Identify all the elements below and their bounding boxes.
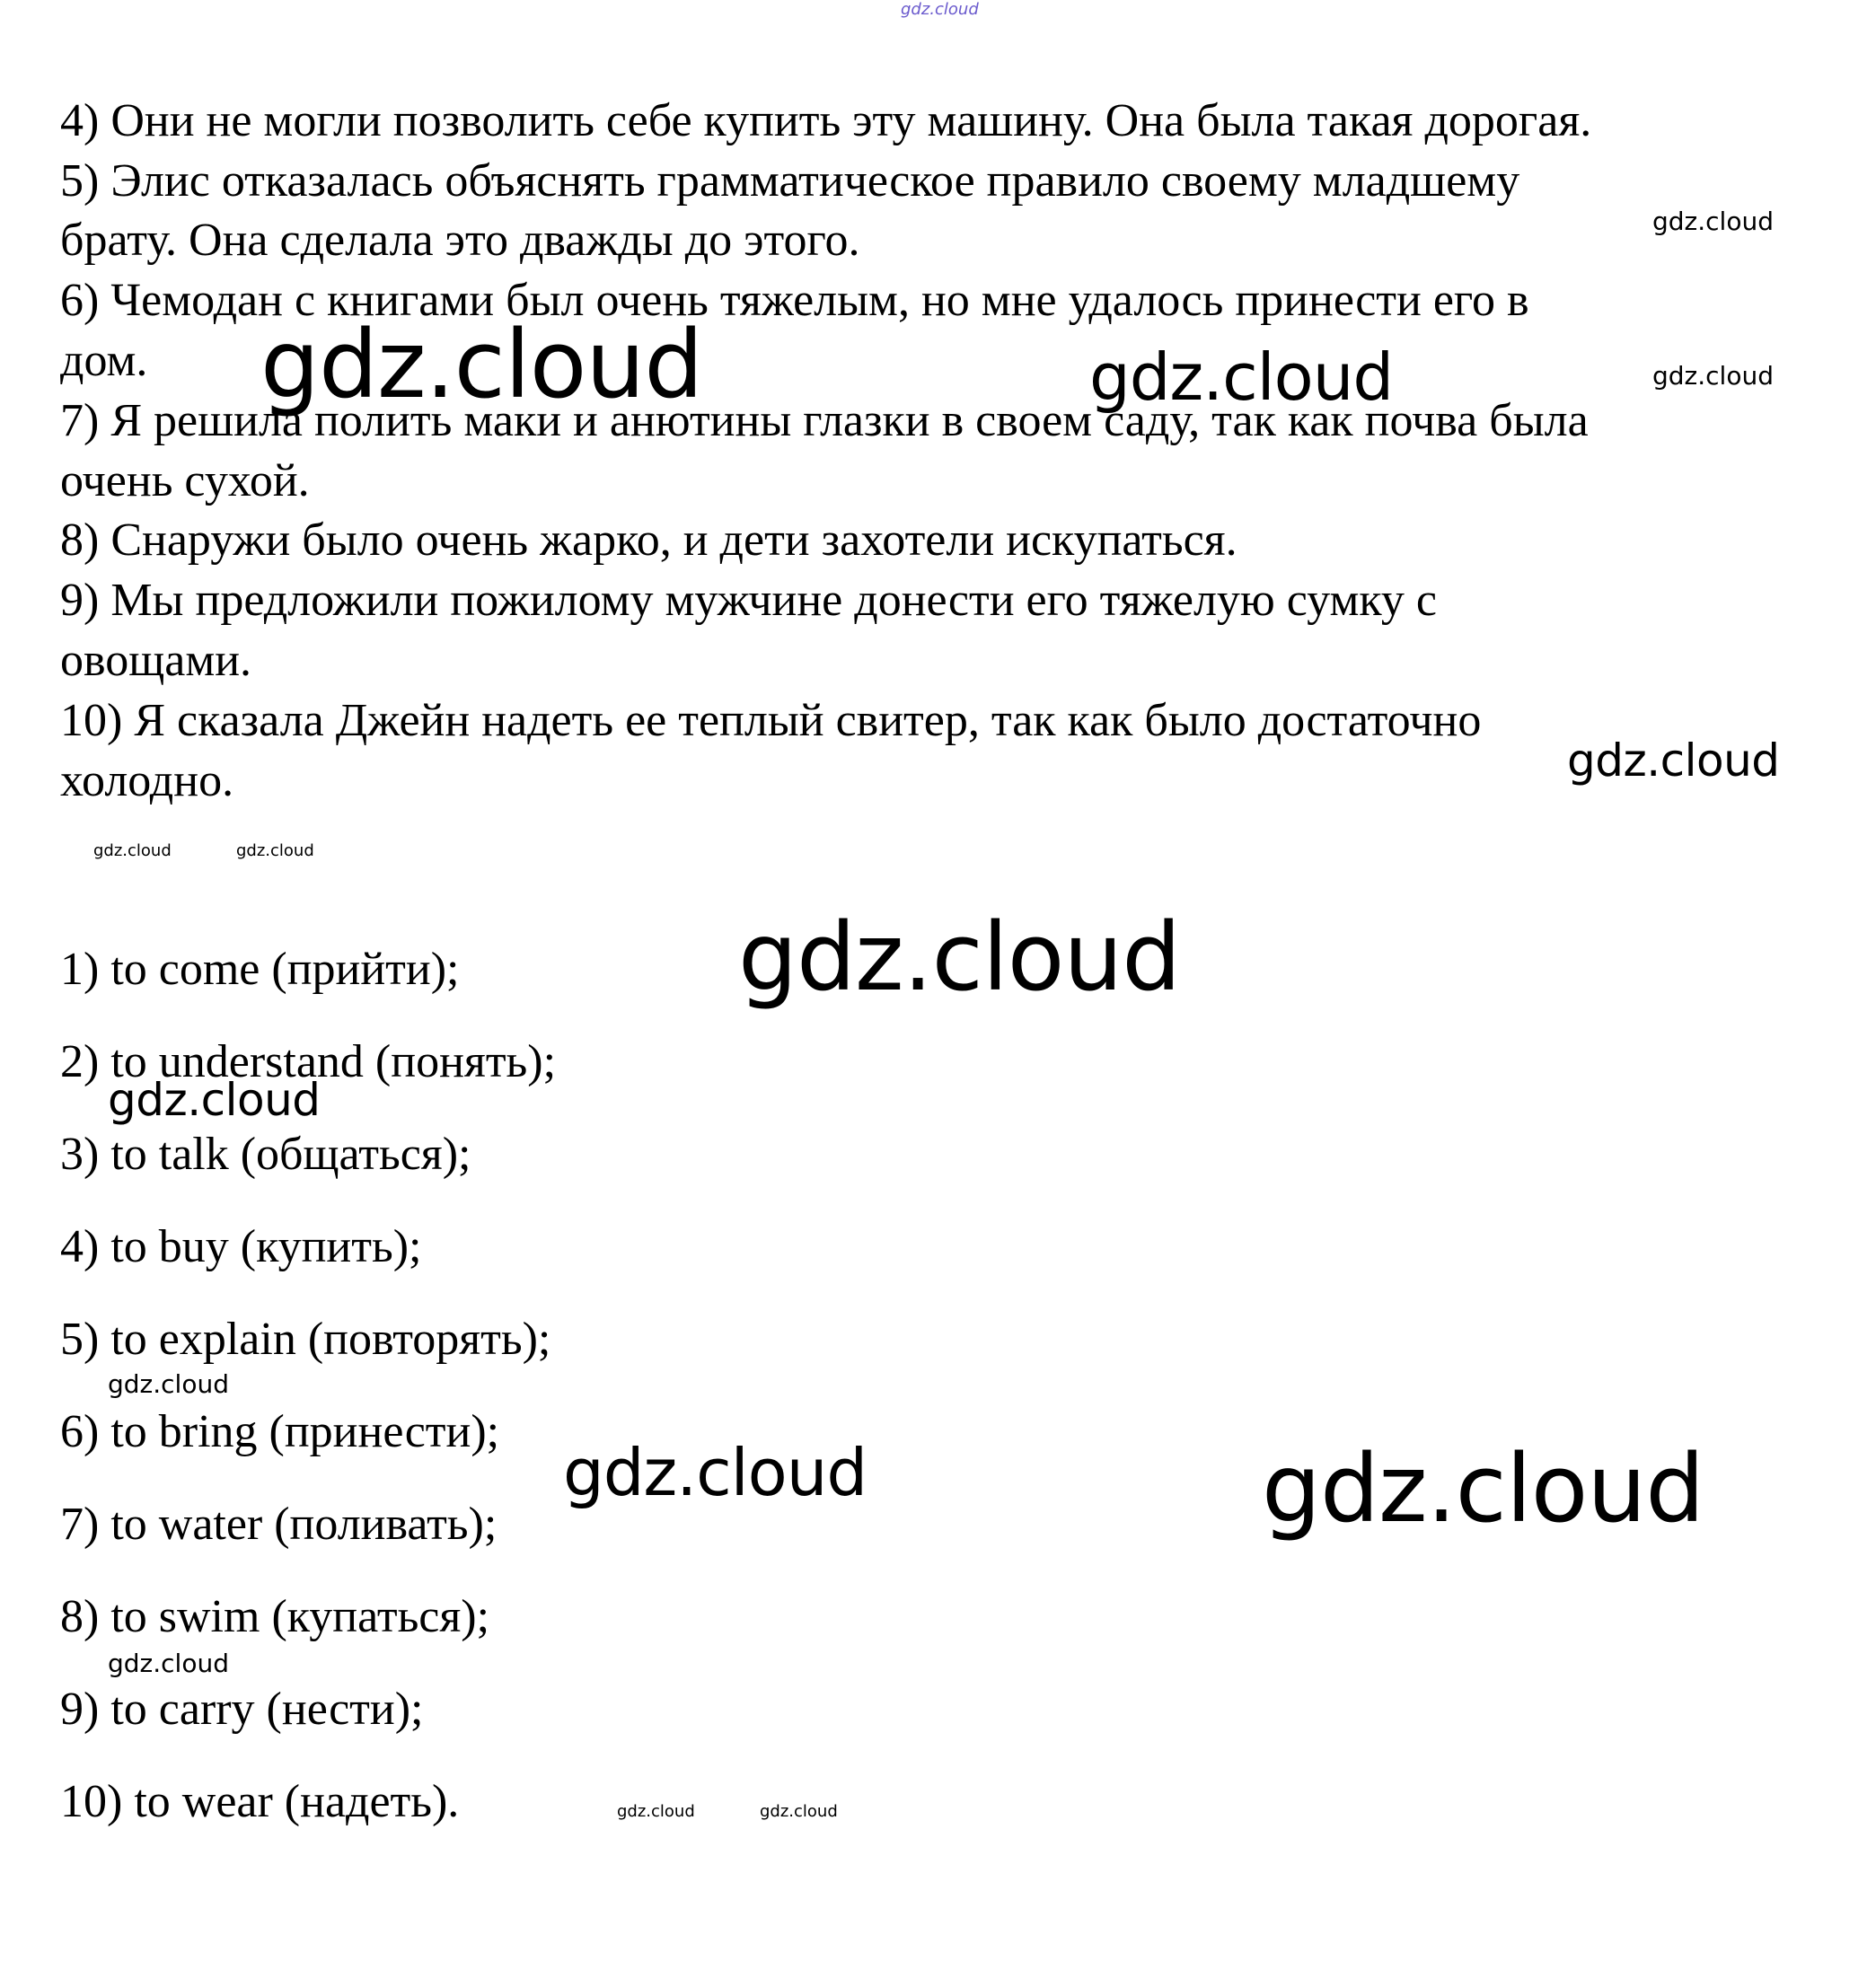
translation-line: 9) Мы предложили пожилому мужчине донести его тяжелую сумку с	[60, 575, 1437, 626]
verb-item: 3) to talk (общаться);	[60, 1129, 471, 1180]
watermark: gdz.cloud	[563, 1435, 868, 1510]
verb-item: 5) to explain (повторять);	[60, 1314, 551, 1365]
watermark: gdz.cloud	[1089, 339, 1394, 415]
watermark: gdz.cloud	[738, 902, 1181, 1012]
watermark: gdz.cloud	[236, 841, 314, 860]
verb-item: 1) to come (прийти);	[60, 944, 460, 995]
watermark: gdz.cloud	[108, 1649, 229, 1678]
watermark: gdz.cloud	[260, 310, 703, 419]
translation-line: 7) Я решила полить маки и анютины глазки в своем саду, так как почва была	[60, 395, 1589, 446]
watermark: gdz.cloud	[1652, 207, 1774, 236]
watermark: gdz.cloud	[1262, 1434, 1704, 1543]
watermark: gdz.cloud	[617, 1802, 695, 1821]
verb-item: 6) to bring (принести);	[60, 1406, 500, 1457]
verb-item: 10) to wear (надеть).	[60, 1776, 460, 1827]
verb-item: 7) to water (поливать);	[60, 1499, 498, 1550]
verb-item: 2) to understand (понять);	[60, 1036, 557, 1087]
translation-line: 6) Чемодан с книгами был очень тяжелым, но мне удалось принести его в	[60, 275, 1529, 326]
watermark: gdz.cloud	[108, 1369, 229, 1399]
translation-line: холодно.	[60, 755, 234, 806]
translation-line: дом.	[60, 335, 148, 386]
verb-item: 4) to buy (купить);	[60, 1221, 422, 1272]
watermark-top: gdz.cloud	[901, 0, 979, 19]
watermark: gdz.cloud	[1652, 361, 1774, 391]
translation-line: 4) Они не могли позволить себе купить эту машину. Она была такая дорогая.	[60, 95, 1592, 146]
translation-line: 5) Элис отказалась объяснять грамматическое правило своему младшему	[60, 155, 1520, 207]
translation-line: брату. Она сделала это дважды до этого.	[60, 215, 860, 266]
watermark: gdz.cloud	[760, 1802, 838, 1821]
translation-line: овощами.	[60, 635, 252, 686]
verb-item: 8) to swim (купаться);	[60, 1591, 490, 1642]
translation-line: 8) Снаружи было очень жарко, и дети захотели искупаться.	[60, 514, 1237, 566]
watermark: gdz.cloud	[1567, 734, 1780, 787]
translation-line: очень сухой.	[60, 455, 310, 506]
verb-item: 9) to carry (нести);	[60, 1684, 424, 1735]
watermark: gdz.cloud	[108, 1074, 321, 1126]
translation-line: 10) Я сказала Джейн надеть ее теплый свитер, так как было достаточно	[60, 695, 1482, 746]
watermark: gdz.cloud	[93, 841, 172, 860]
